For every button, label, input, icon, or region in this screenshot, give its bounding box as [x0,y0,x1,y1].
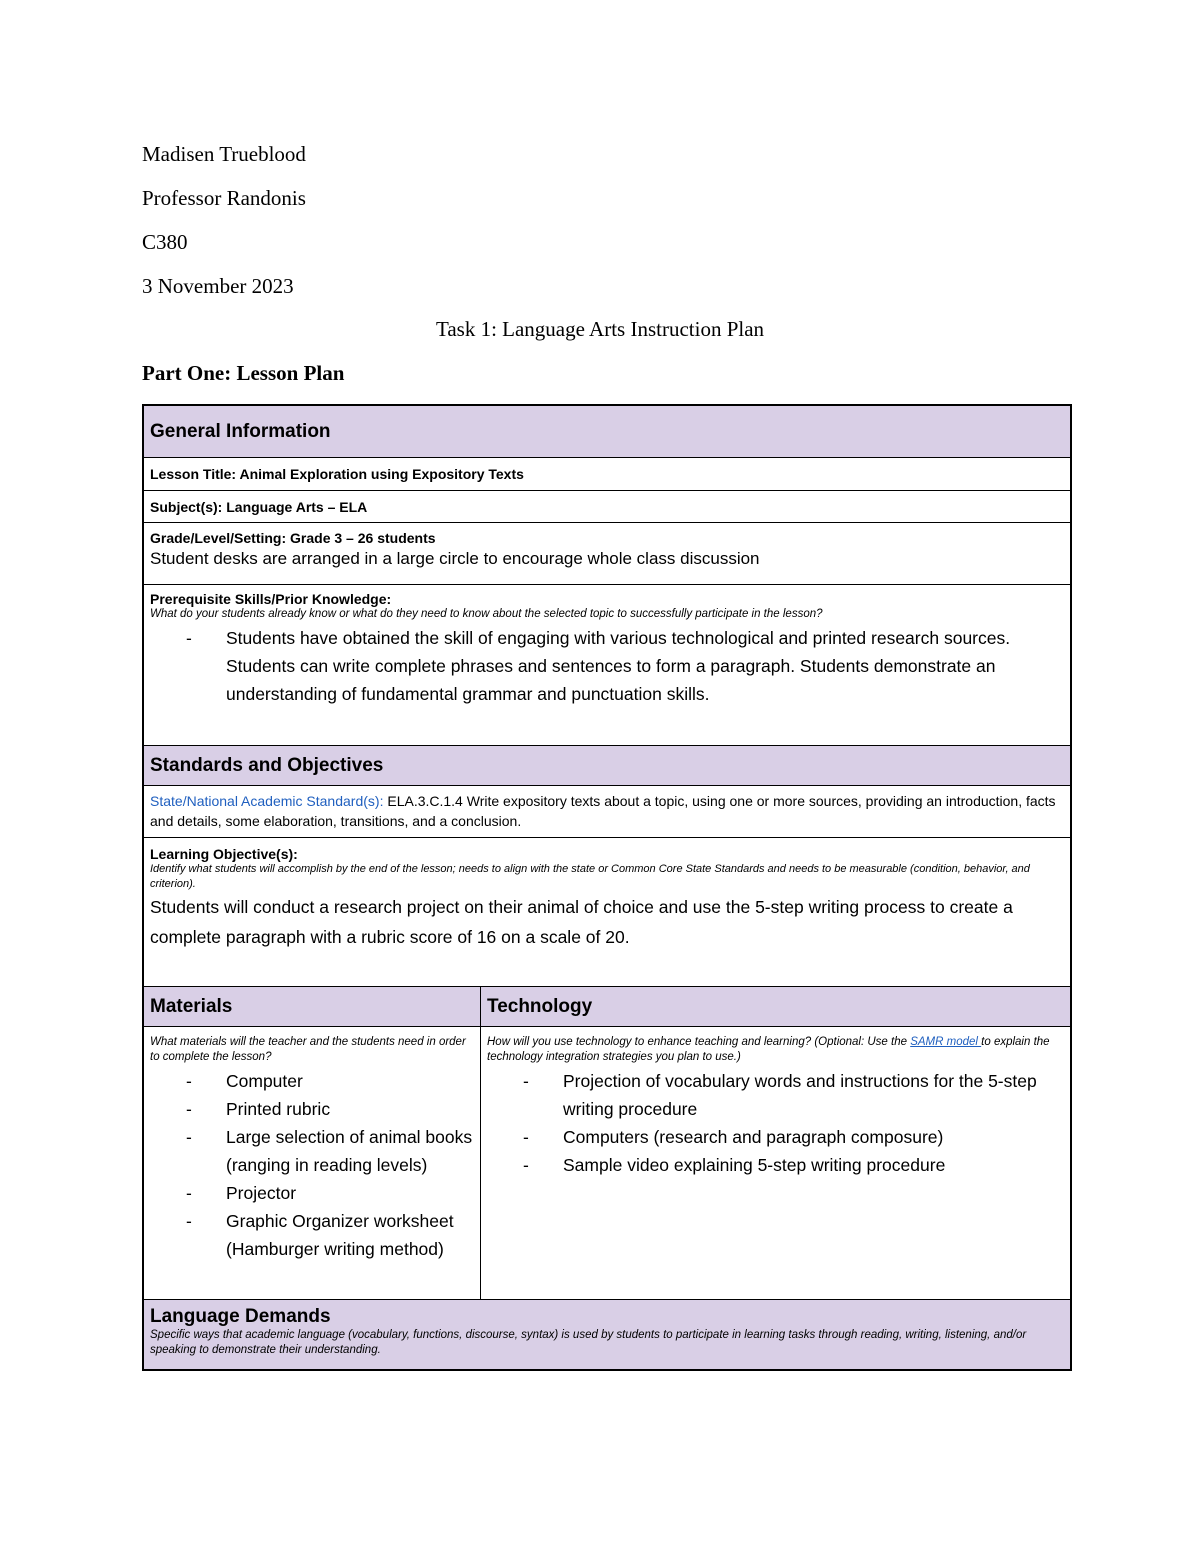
professor-name: Professor Randonis [142,186,306,210]
materials-technology-header [144,987,1070,1027]
objectives-row [144,838,1070,987]
materials-heading: Materials [150,995,233,1017]
language-demands-row [144,1300,1070,1369]
list-item: - Printed rubric [186,1095,474,1123]
list-item: - Large selection of animal books (ranging in reading levels) [186,1123,474,1179]
part-title: Part One: Lesson Plan [142,361,345,385]
objective-text: Students will conduct a research project on their animal of choice and use the 5-step writing process to create a complete paragraph with a rubric score of 16 on a scale of 20. [150,897,1013,947]
technology-prompt [487,1035,1064,1065]
materials-technology-row [144,1027,1070,1300]
list-item: - Computer [186,1067,474,1095]
language-demands-heading: Language Demands [150,1306,331,1327]
list-item: - Projection of vocabulary words and instructions for the 5-step writing procedure [523,1067,1064,1123]
materials-cell [144,1027,481,1299]
grade-level-setting: Grade/Level/Setting: Grade 3 – 26 students [150,530,436,546]
objective-label: Learning Objective(s): [150,846,298,862]
prerequisite-label: Prerequisite Skills/Prior Knowledge: [150,591,392,607]
language-demands-prompt: Specific ways that academic language (vocabulary, functions, discourse, syntax) is used by students to participate in learning tasks through reading, writing, listening, and/or speaking to demonstrate their understanding. [150,1329,1027,1356]
general-info-heading: General Information [150,420,331,442]
standard-label: State/National Academic Standard(s): [150,793,384,809]
samr-model-link[interactable]: SAMR model [910,1036,982,1048]
prerequisite-prompt: What do your students already know or what do they need to know about the selected topic to successfully participate in the lesson? [150,608,823,620]
document-date: 3 November 2023 [142,274,294,298]
prerequisite-row [144,585,1070,746]
general-info-header [144,406,1070,458]
prerequisite-list [150,624,1064,708]
list-item: - Projector [186,1179,474,1207]
technology-cell [481,1027,1070,1299]
subjects-row [144,491,1070,523]
grade-row [144,523,1070,585]
objective-prompt: Identify what students will accomplish by the end of the lesson; needs to align with the state or Common Core State Standards and needs to be measurable (condition, behavior, and criterion). [150,863,1030,890]
list-item: - Graphic Organizer worksheet (Hamburger writing method) [186,1207,474,1263]
standards-header [144,746,1070,786]
materials-list [150,1067,474,1263]
technology-header-cell [481,987,1070,1026]
technology-prompt-end: to explain the technology integration strategies you plan to use.) [487,1036,1050,1063]
author-name: Madisen Trueblood [142,142,306,166]
setting-description: Student desks are arranged in a large circle to encourage whole class discussion [150,549,760,568]
document-title: Task 1: Language Arts Instruction Plan [435,317,765,341]
standard-text: ELA.3.C.1.4 Write expository texts about a topic, using one or more sources, providing an introduction, facts and details, some elaboration, transitions, and a conclusion. [150,793,1056,829]
subjects: Subject(s): Language Arts – ELA [150,498,368,515]
standards-row [144,786,1070,838]
lesson-plan-table [142,404,1072,1371]
technology-list [487,1067,1064,1179]
lesson-title: Lesson Title: Animal Exploration using Expository Texts [150,466,524,482]
materials-prompt: What materials will the teacher and the students need in order to complete the lesson? [150,1036,466,1063]
list-item: - Computers (research and paragraph composure) [523,1123,1064,1151]
standards-heading: Standards and Objectives [150,754,384,776]
list-item: - Students have obtained the skill of engaging with various technological and printed research sources. Students can write complete phrases and sentences to form a paragraph. Students demonstrate an understanding of fundamental grammar and punctuation skills. [186,624,1064,708]
technology-heading: Technology [487,995,593,1017]
list-item: - Sample video explaining 5-step writing procedure [523,1151,1064,1179]
lesson-title-row [144,458,1070,491]
course-code: C380 [142,230,188,254]
materials-header-cell [144,987,481,1026]
technology-prompt-start: How will you use technology to enhance teaching and learning? (Optional: Use the [487,1036,911,1048]
